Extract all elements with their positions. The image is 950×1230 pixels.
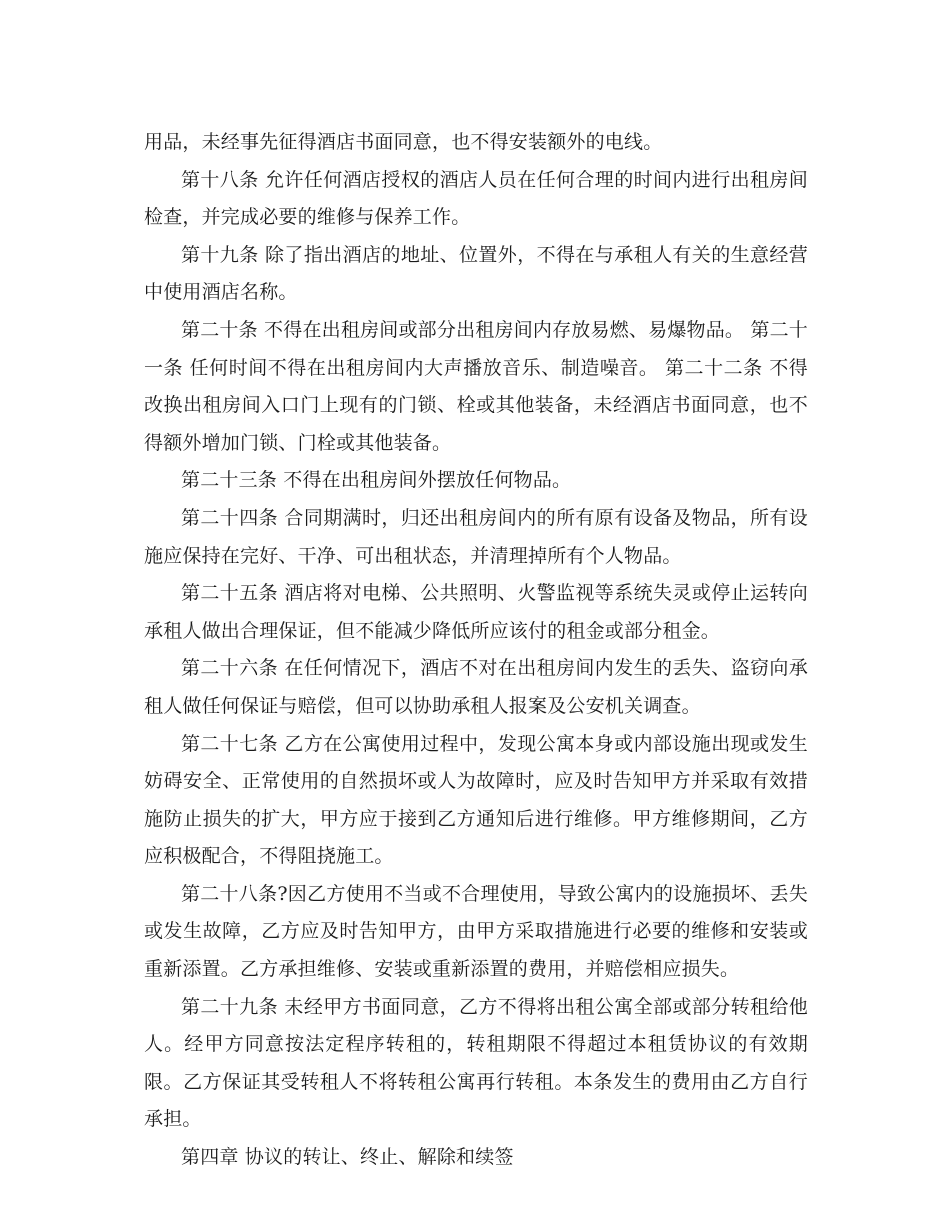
paragraph-article-24: 第二十四条 合同期满时，归还出租房间内的所有原有设备及物品，所有设施应保持在完好、干净、可出租状态，并清理掉所有个人物品。 — [144, 506, 808, 567]
chapter-heading: 第四章 协议的转让、终止、解除和续签 — [181, 1146, 514, 1169]
paragraph-article-26: 第二十六条 在任何情况下，酒店不对在出租房间内发生的丢失、盗窃向承租人做任何保证与赔偿，但可以协助承租人报案及公安机关调查。 — [144, 657, 808, 717]
body-text — [144, 124, 808, 1177]
paragraph-article-27: 第二十七条 乙方在公寓使用过程中，发现公寓本身或内部设施出现或发生妨碍安全、正常使用的自然损坏或人为故障时，应及时告知甲方并采取有效措施防止损失的扩大，甲方应于接到乙方通知后进行维修。甲方维修期间，乙方应积极配合，不得阻挠施工。 — [144, 732, 808, 868]
paragraph-article-29: 第二十九条 未经甲方书面同意，乙方不得将出租公寓全部或部分转租给他人。经甲方同意按法定程序转租的，转租期限不得超过本租赁协议的有效期限。乙方保证其受转租人不将转租公寓再行转租。本条发生的费用由乙方自行承担。 — [144, 995, 808, 1131]
paragraph-article-28: 第二十八条?因乙方使用不当或不合理使用，导致公寓内的设施损坏、丢失或发生故障，乙方应及时告知甲方，由甲方采取措施进行必要的维修和安装或重新添置。乙方承担维修、安装或重新添置的费用，并赔偿相应损失。 — [144, 882, 808, 981]
paragraph-article-19: 第十九条 除了指出酒店的地址、位置外，不得在与承租人有关的生意经营中使用酒店名称。 — [144, 243, 808, 304]
paragraph-article-18: 第十八条 允许任何酒店授权的酒店人员在任何合理的时间内进行出租房间检查，并完成必要的维修与保养工作。 — [144, 168, 808, 229]
paragraph-article-20-22: 第二十条 不得在出租房间或部分出租房间内存放易燃、易爆物品。 第二十一条 任何时间不得在出租房间内大声播放音乐、制造噪音。 第二十二条 不得改换出租房间入口门上现有的门锁、栓或其他装备，未经酒店书面同意，也不得额外增加门锁、门栓或其他装备。 — [144, 318, 808, 454]
paragraph-continuation: 用品，未经事先征得酒店书面同意，也不得安装额外的电线。 — [144, 131, 663, 153]
paragraph-article-25: 第二十五条 酒店将对电梯、公共照明、火警监视等系统失灵或停止运转向承租人做出合理保证，但不能减少降低所应该付的租金或部分租金。 — [144, 582, 808, 642]
paragraph-article-23: 第二十三条 不得在出租房间外摆放任何物品。 — [181, 469, 572, 492]
